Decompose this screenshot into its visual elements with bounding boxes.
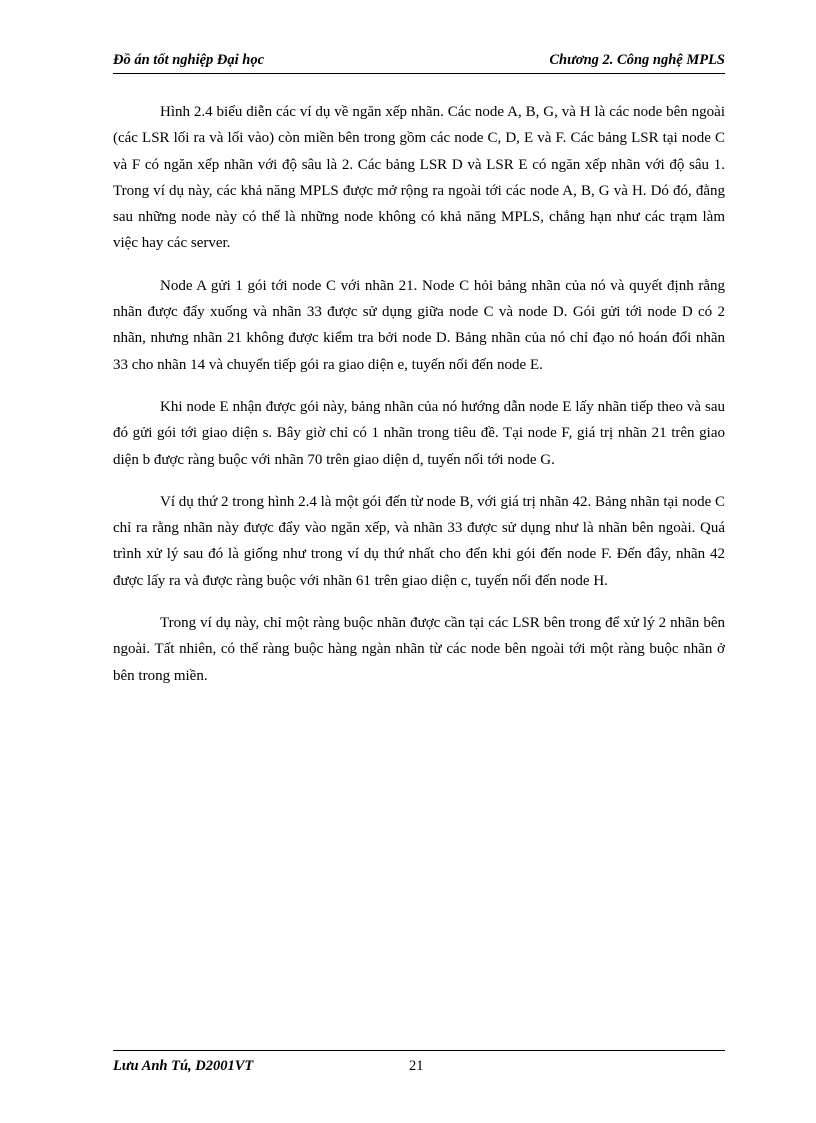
footer-divider — [113, 1050, 725, 1051]
paragraph-3: Khi node E nhận được gói này, bảng nhãn của nó hướng dẫn node E lấy nhãn tiếp theo và sau đó gửi gói tới giao diện s. Bây giờ chỉ có 1 nhãn trong tiêu đề. Tại node F, giá trị nhãn 21 trên giao diện b được ràng buộc với nhãn 70 trên giao diện d, tuyến nối tới node G. — [113, 398, 725, 468]
page-footer — [113, 1050, 725, 1080]
page-header — [113, 50, 725, 76]
paragraph-2: Node A gửi 1 gói tới node C với nhãn 21. Node C hỏi bảng nhãn của nó và quyết định rằng nhãn được đẩy xuống và nhãn 33 được sử dụng giữa node C và node D. Gói gửi tới node D có 2 nhãn, nhưng nhãn 21 không được kiểm tra bởi node D. Bảng nhãn của nó chỉ đạo nó hoán đổi nhãn 33 cho nhãn 14 và chuyển tiếp gói ra giao diện e, tuyến nối đến node E. — [113, 277, 725, 373]
header-chapter-title: Chương 2. Công nghệ MPLS — [549, 52, 725, 68]
paragraph-4: Ví dụ thứ 2 trong hình 2.4 là một gói đến từ node B, với giá trị nhãn 42. Bảng nhãn tại node C chỉ ra rằng nhãn này được đẩy vào ngăn xếp, và nhãn 33 được sử dụng như là nhãn bên ngoài. Quá trình xử lý sau đó là giống như trong ví dụ thứ nhất cho đến khi gói đến node F. Đến đây, nhãn 42 được lấy ra và được ràng buộc với nhãn 61 trên giao diện c, tuyến nối đến node H. — [113, 493, 725, 589]
header-document-title: Đồ án tốt nghiệp Đại học — [113, 52, 265, 68]
paragraph-5: Trong ví dụ này, chỉ một ràng buộc nhãn được cần tại các LSR bên trong để xử lý 2 nhãn bên ngoài. Tất nhiên, có thể ràng buộc hàng ngàn nhãn từ các node bên ngoài tới một ràng buộc nhãn ở bên trong miền. — [113, 615, 725, 684]
header-divider — [113, 73, 725, 74]
body-text — [113, 99, 725, 705]
page-number: 21 — [409, 1058, 424, 1074]
footer-author: Lưu Anh Tú, D2001VT — [113, 1058, 254, 1074]
paragraph-1: Hình 2.4 biểu diễn các ví dụ về ngăn xếp nhãn. Các node A, B, G, và H là các node bên ngoài (các LSR lối ra và lối vào) còn miền bên trong gồm các node C, D, E và F. Các bảng LSR tại node C và F có ngăn xếp nhãn với độ sâu là 2. Các bảng LSR D và LSR E có ngăn xếp nhãn với độ sâu 1. Trong ví dụ này, các khả năng MPLS được mở rộng ra ngoài tới các node A, B, G và H. Dó đó, đằng sau những node này có thể là những node không có khả năng MPLS, chẳng hạn như các trạm làm việc hay các server. — [113, 104, 725, 252]
